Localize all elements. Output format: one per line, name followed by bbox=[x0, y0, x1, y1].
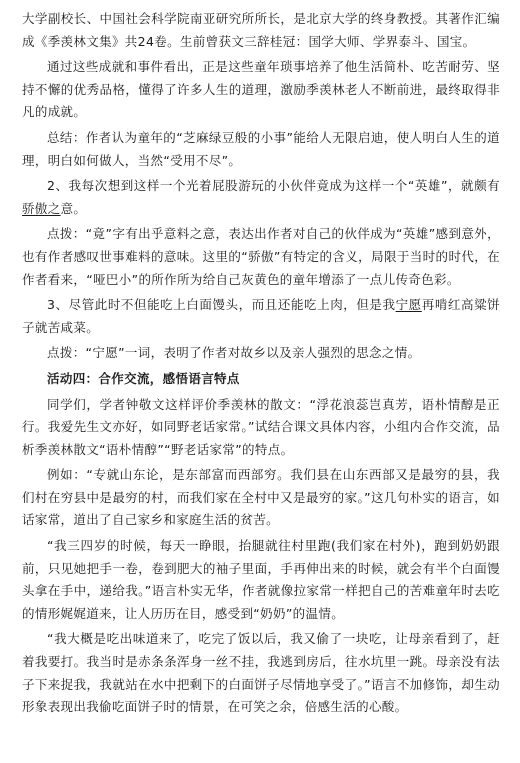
question-2 bbox=[22, 175, 500, 220]
question-2-tail: 意。 bbox=[60, 200, 87, 216]
paragraph-example-2: “我三四岁的时候，每天一睁眼，抬腿就往村里跑(我们家在村外)，跑到奶奶跟前，只见她把手一卷，卷到肥大的袖子里面，手再伸出来的时候，就会有半个白面馒头拿在手中，递给我。”语言朴实无华，作者就像拉家常一样把自己的苦难童年时去吃的情形娓娓道来，让人历历在目，感受到“奶奶”的温情。 bbox=[22, 538, 500, 621]
paragraph-hint-2: 点拨：“宁愿”一词，表明了作者对故乡以及亲人强烈的思念之情。 bbox=[47, 345, 421, 361]
underlined-phrase-rather: 宁愿 bbox=[395, 297, 422, 313]
paragraph-hint-1: 点拨：“竟”字有出乎意料之意，表达出作者对自己的伙伴成为“英雄”感到意外，也有作者感叹世事难料的意味。这里的“骄傲”有特定的含义，局限于当时的时代，在作者看来，“哑巴小”的所作所为给自己灰黄色的童年增添了一点儿传奇色彩。 bbox=[22, 226, 500, 287]
paragraph-achievements: 通过这些成就和事件看出，正是这些童年琐事培养了他生活简朴、吃苦耐劳、坚持不懈的优秀品格，懂得了许多人生的道理，激励季羡林老人不断前进，最终取得非凡的成就。 bbox=[22, 59, 500, 120]
paragraph-example-3: “我大概是吃出味道来了，吃完了饭以后，我又偷了一块吃，让母亲看到了，赶着我要打。我当时是赤条条浑身一丝不挂，我逃到房后，往水坑里一跳。母亲没有法子下来捉我，我就站在水中把剩下的白面饼子尽情地享受了。”语言不加修饰，却生动形象表现出我偷吃面饼子时的情景，在可笑之余，倍感生活的心酸。 bbox=[22, 631, 500, 715]
paragraph-task: 同学们，学者钟敬文这样评价季羡林的散文：“浮花浪蕊岂真芳，语朴情醇是正行。我爱先生文亦好，如同野老话家常。”试结合课文具体内容，小组内合作交流，品析季羡林散文“语朴情醇”“野老话家常”的特点。 bbox=[22, 396, 500, 457]
question-3-text: 3、尽管此时不但能吃上白面馒头，而且还能吃上肉，但是我 bbox=[47, 297, 396, 313]
paragraph-biography: 大学副校长、中国社会科学院南亚研究所所长，是北京大学的终身教授。其著作汇编成《季羡林文集》共24卷。生前曾获文三辞桂冠：国学大师、学界泰斗、国宝。 bbox=[22, 11, 500, 49]
question-2-text: 2、我每次想到这样一个光着屁股游玩的小伙伴竟成为这样一个“英雄”，就颇有 bbox=[47, 178, 500, 194]
underlined-phrase-pride: 骄傲之 bbox=[22, 200, 61, 216]
paragraph-example-1: 例如：“专就山东论，是东部富而西部穷。我们县在山东西部又是最穷的县，我们村在穷县中是最穷的村，而我们家在全村中又是最穷的家。”这几句朴实的语言，如话家常，道出了自己家乡和家庭生活的贫苦。 bbox=[22, 467, 500, 528]
section-heading-activity-4: 活动四：合作交流，感悟语言特点 bbox=[47, 370, 240, 386]
question-3 bbox=[22, 294, 500, 339]
paragraph-summary: 总结：作者认为童年的“芝麻绿豆般的小事”能给人无限启迪，使人明白人生的道理，明白如何做人，当然“受用不尽”。 bbox=[22, 129, 500, 168]
question-3-tail: 再啃红高粱饼子就苦咸菜。 bbox=[22, 297, 501, 335]
